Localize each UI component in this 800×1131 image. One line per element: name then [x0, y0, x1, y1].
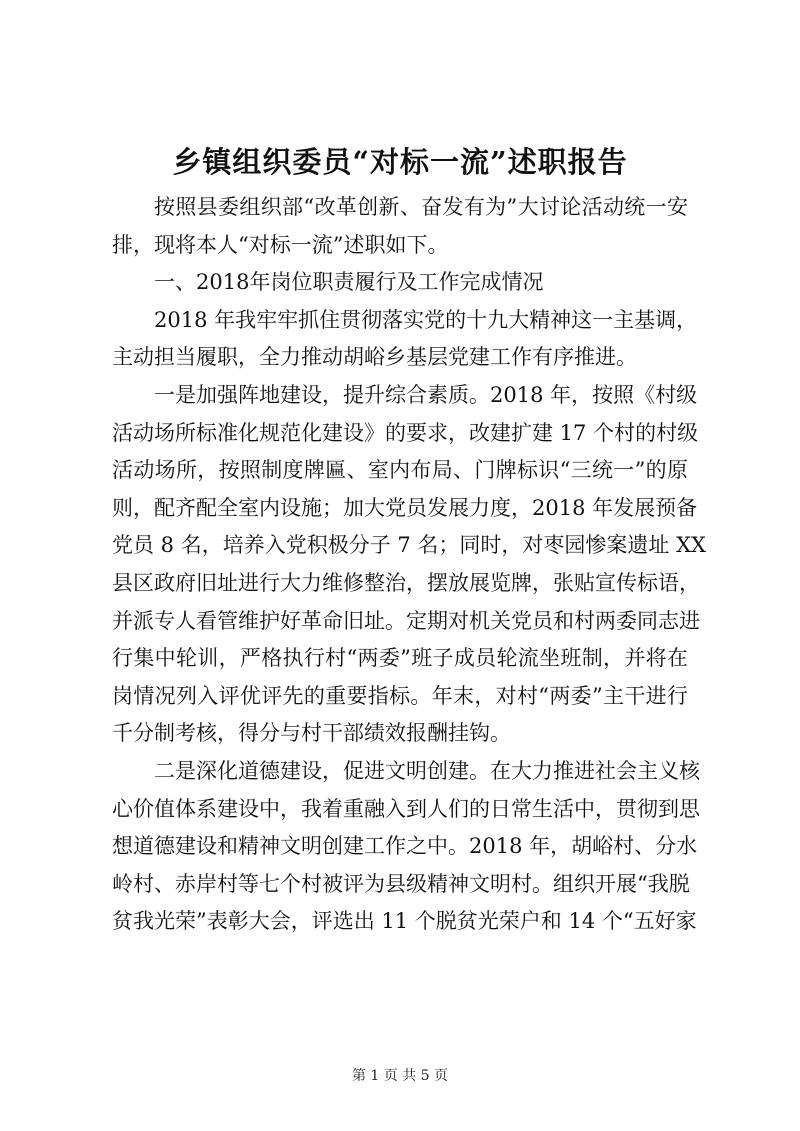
- paragraph-line: 并派专人看管维护好革命旧址。定期对机关党员和村两委同志进: [112, 608, 700, 633]
- paragraph-line: 二是深化道德建设，促进文明创建。在大力推进社会主义核: [154, 758, 700, 783]
- paragraph-line: 岭村、赤岸村等七个村被评为县级精神文明村。组织开展“我脱: [112, 871, 690, 896]
- paragraph-line: 则，配齐配全室内设施；加大党员发展力度，2018 年发展预备: [112, 495, 698, 520]
- page-number: 第 1 页 共 5 页: [351, 1068, 449, 1084]
- paragraph-line: 活动场所标准化规范化建设》的要求，改建扩建 17 个村的村级: [112, 420, 699, 445]
- section-heading: 一、2018年岗位职责履行及工作完成情况: [154, 270, 544, 295]
- paragraph-line: 活动场所，按照制度牌匾、室内布局、门牌标识“三统一”的原: [112, 458, 688, 483]
- paragraph-line: 想道德建设和精神文明创建工作之中。2018 年，胡峪村、分水: [112, 834, 698, 859]
- paragraph-line: 千分制考核，得分与村干部绩效报酬挂钩。: [112, 721, 511, 746]
- document-body: [112, 189, 706, 941]
- paragraph-line: 党员 8 名，培养入党积极分子 7 名；同时，对枣园惨案遗址 XX: [112, 533, 706, 558]
- paragraph-line: 岗情况列入评优评先的重要指标。年末，对村“两委”主干进行: [112, 683, 688, 708]
- paragraph-line: 一是加强阵地建设，提升综合素质。2018 年，按照《村级: [154, 382, 698, 407]
- paragraph-line: 县区政府旧址进行大力维修整治，摆放展览牌，张贴宣传标语，: [112, 570, 700, 595]
- paragraph-line: 心价值体系建设中，我着重融入到人们的日常生活中，贯彻到思: [112, 796, 700, 821]
- paragraph-line: 贫我光荣”表彰大会，评选出 11 个脱贫光荣户和 14 个“五好家: [112, 909, 697, 934]
- paragraph-line: 2018 年我牢牢抓住贯彻落实党的十九大精神这一主基调，: [154, 307, 698, 332]
- document-title: 乡镇组织委员“对标一流”述职报告: [172, 145, 628, 179]
- paragraph-line: 行集中轮训，严格执行村“两委”班子成员轮流坐班制，并将在: [112, 646, 688, 671]
- paragraph-line: 按照县委组织部“改革创新、奋发有为”大讨论活动统一安: [154, 195, 688, 219]
- paragraph-line: 排，现将本人“对标一流”述职如下。: [112, 232, 449, 257]
- paragraph-line: 主动担当履职，全力推动胡峪乡基层党建工作有序推进。: [112, 345, 637, 370]
